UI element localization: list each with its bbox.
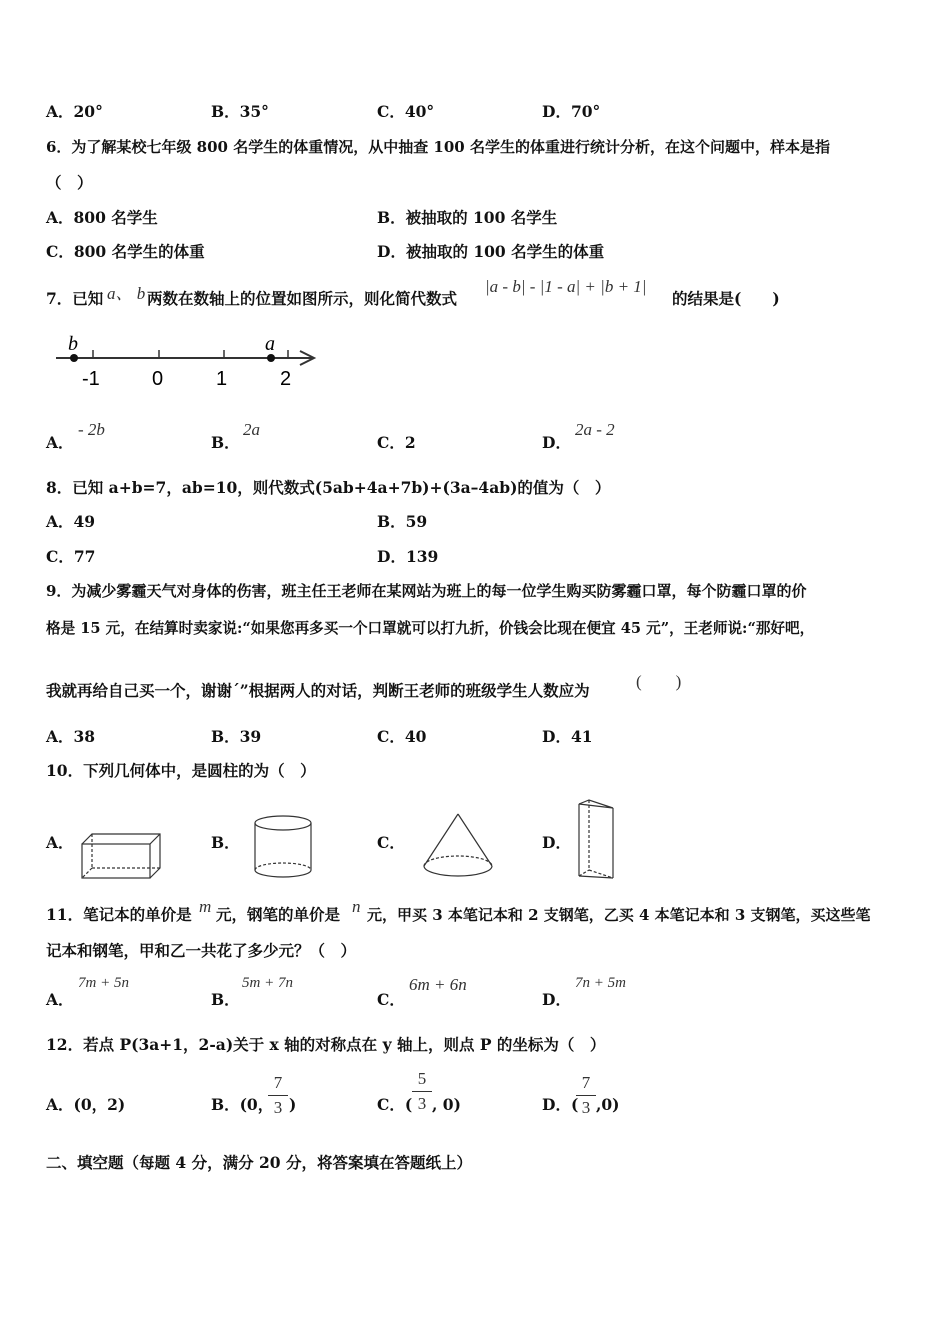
q7-option-b-label: B．: [211, 433, 240, 452]
q8-option-d: D．139: [377, 547, 439, 566]
q7-stem-pre: 7．已知: [46, 289, 104, 308]
q7-option-c: C．2: [377, 433, 416, 452]
q11-line2: 记本和钢笔，甲和乙一共花了多少元？（ ）: [46, 941, 357, 960]
q10-stem: 10．下列几何体中，是圆柱的为（ ）: [46, 761, 316, 780]
tick-label-minus1: -1: [82, 368, 100, 390]
fraction-denominator: 3: [581, 1098, 591, 1117]
q7-option-d-label: D．: [542, 433, 571, 452]
label-b: b: [68, 333, 78, 355]
q12-option-b-fraction: [268, 1073, 288, 1118]
q11-var-m: m: [199, 897, 212, 916]
q9-option-a: A．38: [46, 727, 96, 746]
q12-option-c-pre: C．(: [377, 1095, 413, 1114]
q8-option-b: B．59: [377, 512, 428, 531]
q11-option-a-label: A．: [46, 990, 74, 1009]
number-line-figure: [50, 330, 330, 392]
q11-option-c-expr: 6m + 6n: [409, 975, 467, 994]
q5-option-b: B．35°: [211, 102, 269, 121]
q9-option-d: D．41: [542, 727, 593, 746]
q12-stem: 12．若点 P(3a+1，2-a)关于 x 轴的对称点在 y 轴上，则点 P 的坐标为（ ）: [46, 1035, 606, 1054]
q11-line1-c: 元，甲买 3 本笔记本和 2 支钢笔，乙买 4 本笔记本和 3 支钢笔，买这些笔: [367, 906, 871, 924]
q12-option-a: A．(0，2): [46, 1095, 126, 1114]
q7-option-a-label: A．: [46, 433, 74, 452]
fraction-denominator: 3: [417, 1094, 427, 1113]
point-b: [70, 354, 78, 362]
tick-label-2: 2: [280, 368, 292, 390]
q10-option-b: B．: [211, 833, 240, 852]
q7-vars: a、 b: [107, 284, 146, 303]
q10-option-a: A．: [46, 833, 74, 852]
q12-option-d-post: ,0): [596, 1095, 620, 1114]
q11-option-b-label: B．: [211, 990, 240, 1009]
fraction-denominator: 3: [273, 1098, 283, 1117]
cuboid-figure: [78, 830, 164, 882]
point-a: [267, 354, 275, 362]
q11-option-d-expr: 7n + 5m: [575, 975, 626, 991]
q6-option-a: A．800 名学生: [46, 208, 158, 227]
q6-option-b: B．被抽取的 100 名学生: [377, 208, 558, 227]
q11-option-b-expr: 5m + 7n: [242, 975, 293, 991]
q9-option-c: C．40: [377, 727, 427, 746]
q9-line3: 我就再给自己买一个，谢谢ˊ”根据两人的对话，判断王老师的班级学生人数应为: [46, 681, 590, 700]
fraction-numerator: 5: [417, 1069, 427, 1088]
q6-option-c: C．800 名学生的体重: [46, 242, 205, 261]
label-a: a: [265, 333, 275, 355]
q9-paren: ( ): [636, 672, 682, 691]
q11-option-c-label: C．: [377, 990, 405, 1009]
q5-option-d: D．70°: [542, 102, 601, 121]
tick-label-1: 1: [216, 368, 228, 390]
q8-option-c: C．77: [46, 547, 96, 566]
q11-option-a-expr: 7m + 5n: [78, 975, 129, 991]
q9-line2: 格是 15 元，在结算时卖家说:“如果您再多买一个口罩就可以打九折，价钱会比现在便宜 45 元”，王老师说:“那好吧，: [46, 620, 815, 637]
q7-expression: |a - b| - |1 - a| + |b + 1|: [485, 277, 647, 296]
q6-option-d: D．被抽取的 100 名学生的体重: [377, 242, 605, 261]
q8-option-a: A．49: [46, 512, 96, 531]
fraction-numerator: 7: [273, 1073, 283, 1092]
q12-option-c-fraction: [412, 1069, 432, 1114]
q11-line1-b: 元，钢笔的单价是: [216, 905, 341, 924]
q12-option-b-pre: B．(0，: [211, 1095, 274, 1114]
q7-stem-mid: 两数在数轴上的位置如图所示，则化简代数式: [147, 289, 458, 308]
tick-label-0: 0: [152, 368, 164, 390]
cylinder-figure: [250, 812, 316, 882]
q7-option-a-expr: - 2b: [78, 420, 105, 439]
q12-option-d-fraction: [576, 1073, 596, 1118]
q6-paren: （ ）: [46, 173, 93, 192]
q7-option-d-expr: 2a - 2: [575, 420, 615, 439]
q10-option-d: D．: [542, 833, 571, 852]
q9-line1: 9．为减少雾霾天气对身体的伤害，班主任王老师在某网站为班上的每一位学生购买防雾霾口罩，每个防霾口罩的价: [46, 582, 807, 600]
q8-stem: 8．已知 a+b=7，ab=10，则代数式(5ab+4a+7b)+(3a–4ab)的值为（ ）: [46, 478, 611, 497]
q11-option-d-label: D．: [542, 990, 571, 1009]
q6-stem: 6．为了解某校七年级 800 名学生的体重情况，从中抽查 100 名学生的体重进行统计分析，在这个问题中，样本是指: [46, 138, 830, 156]
fraction-numerator: 7: [581, 1073, 591, 1092]
q7-stem-post: 的结果是( ): [672, 289, 780, 308]
prism-figure: [574, 798, 618, 882]
q5-option-c: C．40°: [377, 102, 435, 121]
q9-option-b: B．39: [211, 727, 262, 746]
q10-option-c: C．: [377, 833, 405, 852]
q5-option-a: A．20°: [46, 102, 103, 121]
q12-option-d-pre: D．(: [542, 1095, 579, 1114]
q7-option-b-expr: 2a: [243, 420, 260, 439]
q12-option-c-post: , 0): [432, 1095, 461, 1114]
q12-option-b-post: ): [289, 1095, 297, 1114]
section-2-heading: 二、填空题（每题 4 分，满分 20 分，将答案填在答题纸上）: [46, 1153, 472, 1172]
q11-var-n: n: [352, 897, 361, 916]
q11-line1-a: 11．笔记本的单价是: [46, 905, 192, 924]
cone-figure: [420, 810, 496, 882]
